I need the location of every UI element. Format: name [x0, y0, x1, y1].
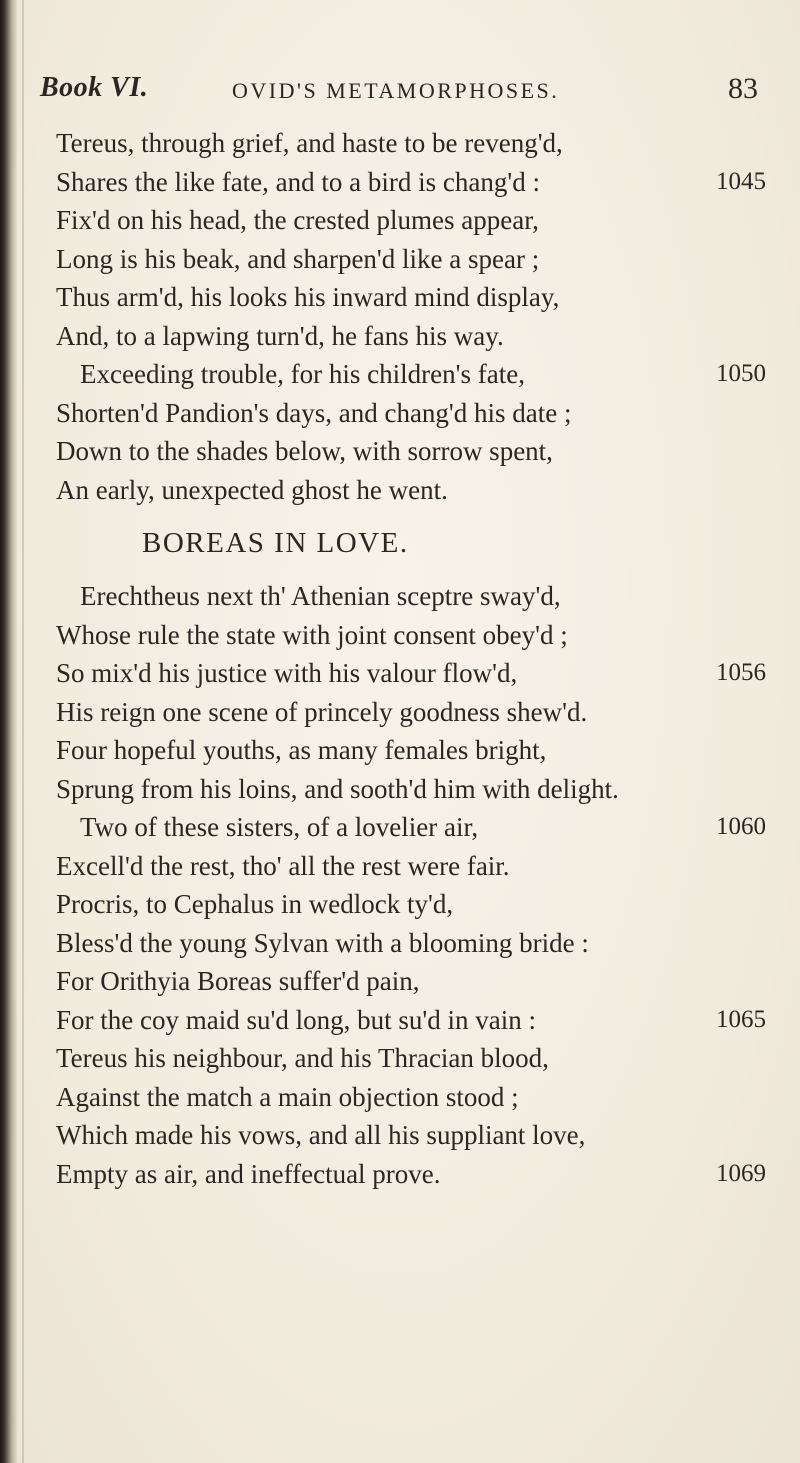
verse-line: [56, 577, 766, 616]
verse-text: Tereus his neighbour, and his Thracian blood,: [56, 1043, 549, 1073]
line-number: 1065: [716, 1005, 766, 1033]
binding-shadow: [0, 0, 18, 1463]
verse-line: [56, 616, 766, 655]
verse-line: [56, 201, 766, 240]
page-number: 83: [728, 72, 758, 105]
verse-text: So mix'd his justice with his valour flow'd,: [56, 658, 518, 688]
gutter-line: [22, 0, 24, 1463]
verse-line: [56, 770, 766, 809]
verse-text: Four hopeful youths, as many females bright,: [56, 735, 547, 765]
verse-text: Shorten'd Pandion's days, and chang'd his date ;: [56, 397, 572, 428]
verse-line: [56, 355, 766, 394]
verse-text: Fix'd on his head, the crested plumes appear,: [56, 205, 539, 235]
verse-line: [56, 163, 766, 202]
verse-text: Procris, to Cephalus in wedlock ty'd,: [56, 889, 454, 919]
line-number: 1060: [716, 813, 766, 840]
verse-text: Whose rule the state with joint consent obey'd ;: [56, 619, 568, 650]
verse-line: [56, 1116, 766, 1155]
verse-text: Exceeding trouble, for his children's fate,: [80, 359, 525, 389]
line-number: 1056: [716, 659, 766, 686]
verse-text: An early, unexpected ghost he went.: [56, 474, 448, 505]
verse-text: Empty as air, and ineffectual prove.: [56, 1158, 441, 1189]
verse-line: [56, 1001, 766, 1040]
verse-line: [56, 394, 766, 433]
verse-line: [56, 124, 766, 163]
verse-text: Tereus, through grief, and haste to be reveng'd,: [56, 128, 563, 158]
verse-text: Sprung from his loins, and sooth'd him with delight.: [56, 773, 619, 804]
verse-text: Bless'd the young Sylvan with a blooming bride :: [56, 927, 589, 958]
verse-line: [56, 317, 766, 356]
page-header: [40, 72, 758, 112]
verse-line: [56, 471, 766, 510]
verse-text: Long is his beak, and sharpen'd like a spear ;: [56, 243, 540, 274]
verse-text: Thus arm'd, his looks his inward mind display,: [56, 282, 560, 312]
verse-text: Against the match a main objection stood ;: [56, 1081, 519, 1112]
book-label: Book VI.: [40, 72, 149, 103]
verse-line: [56, 693, 766, 732]
verse-line: [56, 885, 766, 924]
verse-text: For Orithyia Boreas suffer'd pain,: [56, 966, 420, 996]
verse-text: For the coy maid su'd long, but su'd in vain :: [56, 1004, 536, 1035]
verse-text: Which made his vows, and all his suppliant love,: [56, 1120, 586, 1150]
verse-line: [56, 731, 766, 770]
line-number: 1050: [716, 360, 766, 387]
verse-line: [56, 432, 766, 471]
verse-text: Down to the shades below, with sorrow spent,: [56, 436, 553, 466]
verse-line: [56, 1078, 766, 1117]
verse-text: Erechtheus next th' Athenian sceptre sway'd,: [80, 581, 561, 611]
verse-line: [56, 924, 766, 963]
verse-text: His reign one scene of princely goodness shew'd.: [56, 696, 588, 727]
line-number: 1069: [716, 1159, 766, 1187]
verse-line: [56, 1155, 766, 1194]
verse-line: [56, 654, 766, 693]
verse-line: [56, 962, 766, 1001]
section-heading: BOREAS IN LOVE.: [142, 527, 409, 559]
verse-line: [56, 1039, 766, 1078]
verse-text: Two of these sisters, of a lovelier air,: [80, 812, 479, 842]
verse-line: [56, 240, 766, 279]
verse-line: [56, 278, 766, 317]
verse-line: [56, 847, 766, 886]
poem-body: [56, 124, 766, 1193]
verse-line: [56, 808, 766, 847]
verse-text: Shares the like fate, and to a bird is chang'd :: [56, 166, 540, 197]
verse-text: And, to a lapwing turn'd, he fans his way.: [56, 320, 504, 351]
running-title: OVID'S METAMORPHOSES.: [232, 78, 560, 103]
line-number: 1045: [716, 167, 766, 195]
verse-text: Excell'd the rest, tho' all the rest were fair.: [56, 850, 510, 881]
